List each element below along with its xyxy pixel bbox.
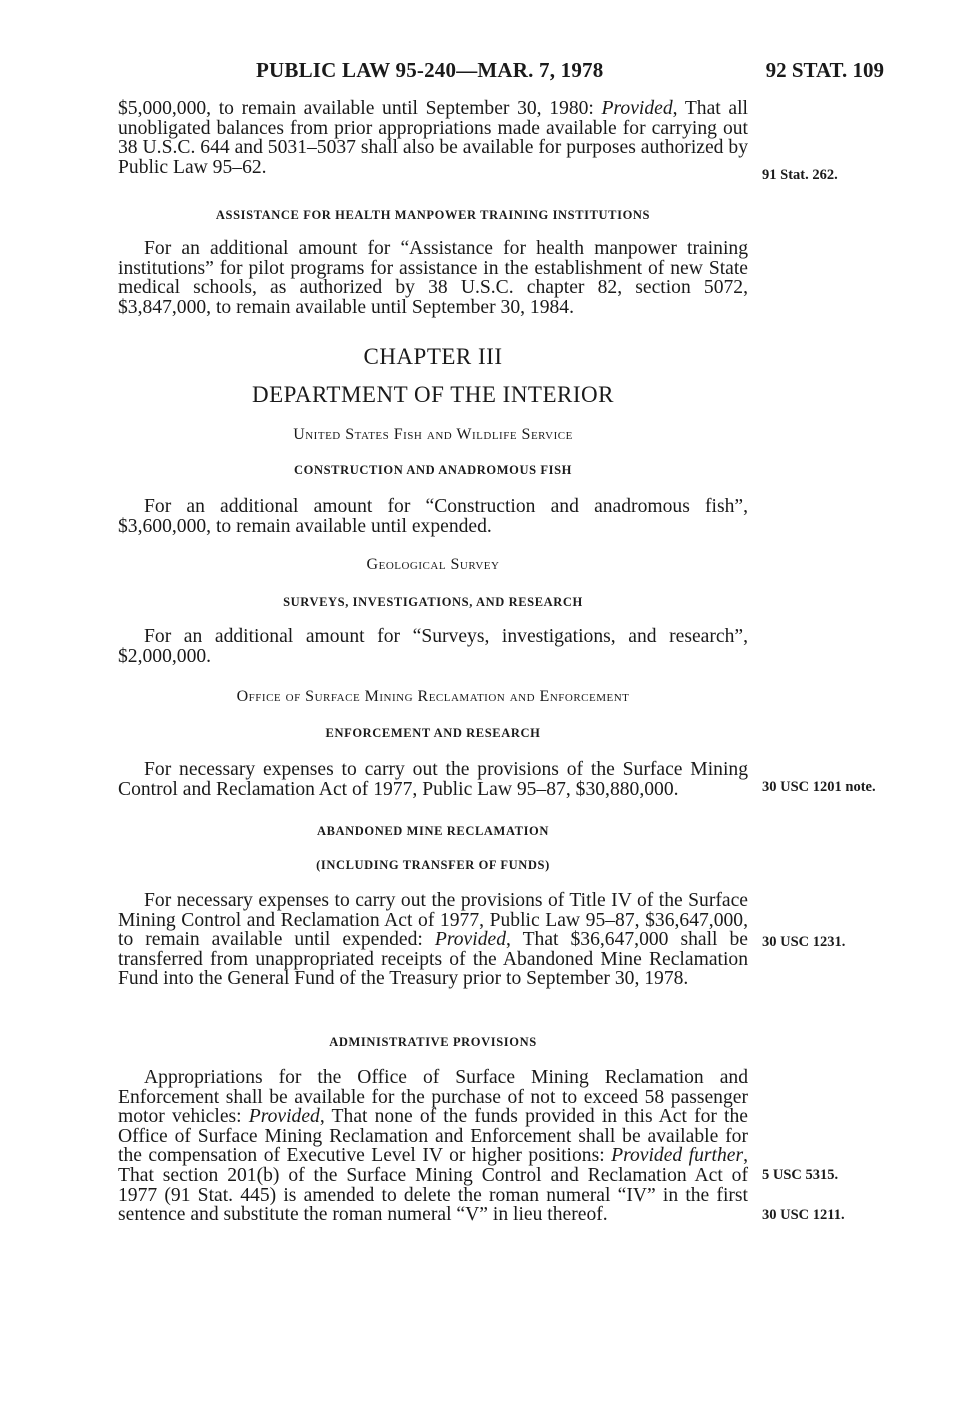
p5-text: For necessary expenses to carry out the provisions of the Surface Mining Control and Reclamation Act of 1977, Public Law 95–87, $30,880,000. — [118, 759, 748, 800]
paragraph-enforcement — [118, 760, 748, 799]
paragraph-appropriation-continued — [118, 99, 748, 177]
p6-provided: Provided — [434, 929, 506, 951]
margin-note-30-usc-1211: 30 USC 1211. — [762, 1207, 845, 1223]
p6-text-b: , That $36,647,000 shall be transferred from unappropriated receipts of the Abandoned Mine Reclamation Fund into the General Fund of the Treasury prior to September 30, 1978. — [118, 929, 748, 990]
heading-enforcement: ENFORCEMENT AND RESEARCH — [325, 726, 541, 740]
heading-fish-wildlife: United States Fish and Wildlife Service — [293, 426, 573, 443]
page-header-title: PUBLIC LAW 95-240—MAR. 7, 1978 — [256, 58, 604, 82]
paragraph-health-manpower — [118, 239, 748, 317]
heading-department: DEPARTMENT OF THE INTERIOR — [252, 382, 614, 407]
heading-surface-mining-office: Office of Surface Mining Reclamation and Enforcement — [236, 688, 630, 705]
p7-text-a: Appropriations for the Office of Surface Mining Reclamation and Enforcement shall be available for the purchase of not to exceed 58 passenger motor vehicles: — [118, 1067, 748, 1128]
p1-text-b: , That all unobligated balances from prior appropriations made available for carrying out 38 U.S.C. 644 and 5031–5037 shall also be available for purposes authorized by Public Law 95–62. — [118, 98, 748, 178]
p6-text-a: For necessary expenses to carry out the provisions of Title IV of the Surface Mining Control and Reclamation Act of 1977, Public Law 95–87, $36,647,000, to remain available until expended: — [118, 890, 748, 951]
heading-assistance: ASSISTANCE FOR HEALTH MANPOWER TRAINING INSTITUTIONS — [215, 208, 651, 222]
heading-administrative: ADMINISTRATIVE PROVISIONS — [329, 1035, 537, 1049]
margin-note-91-stat: 91 Stat. 262. — [762, 167, 838, 183]
margin-note-30-usc-1201: 30 USC 1201 note. — [762, 779, 876, 795]
paragraph-administrative — [118, 1068, 748, 1225]
paragraph-construction — [118, 497, 748, 536]
p1-provided: Provided — [601, 98, 673, 119]
heading-construction: CONSTRUCTION AND ANADROMOUS FISH — [294, 463, 572, 477]
paragraph-abandoned-mine — [118, 891, 748, 989]
heading-surveys: SURVEYS, INVESTIGATIONS, AND RESEARCH — [283, 595, 583, 609]
p7-text-c: , That section 201(b) of the Surface Mining Control and Reclamation Act of 1977 (91 Stat. 445) is amended to delete the roman numeral “IV” in the first sentence and substitute the roman numeral “V” in lieu thereof. — [118, 1145, 749, 1226]
p7-text-b: , That none of the funds provided in this Act for the Office of Surface Mining Reclamation and Enforcement shall be available for the compensation of Executive Level IV or higher positions: — [118, 1106, 748, 1167]
margin-note-5-usc-5315: 5 USC 5315. — [762, 1167, 839, 1183]
margin-note-30-usc-1231: 30 USC 1231. — [762, 934, 846, 950]
heading-chapter: CHAPTER III — [363, 344, 503, 369]
heading-geological-survey: Geological Survey — [366, 556, 500, 573]
p4-text: For an additional amount for “Surveys, investigations, and research”, $2,000,000. — [118, 626, 748, 667]
p2-text: For an additional amount for “Assistance for health manpower training institutions” for pilot programs for assistance in the establishment of new State medical schools, as authorized by 38 U.S.C. chapter 82, section 5072, $3,847,000, to remain available until September 30, 1984. — [118, 238, 748, 318]
heading-abandoned-mine: ABANDONED MINE RECLAMATION — [316, 824, 550, 838]
page-header-stat: 92 STAT. 109 — [765, 58, 884, 82]
p1-text-a: $5,000,000, to remain available until September 30, 1980: — [118, 98, 602, 119]
p7-provided-further: Provided further — [611, 1145, 744, 1167]
paragraph-surveys — [118, 627, 748, 666]
heading-transfer-of-funds: (INCLUDING TRANSFER OF FUNDS) — [316, 858, 550, 872]
p3-text: For an additional amount for “Construction and anadromous fish”, $3,600,000, to remain available until expended. — [118, 496, 748, 537]
p7-provided: Provided — [248, 1106, 320, 1128]
